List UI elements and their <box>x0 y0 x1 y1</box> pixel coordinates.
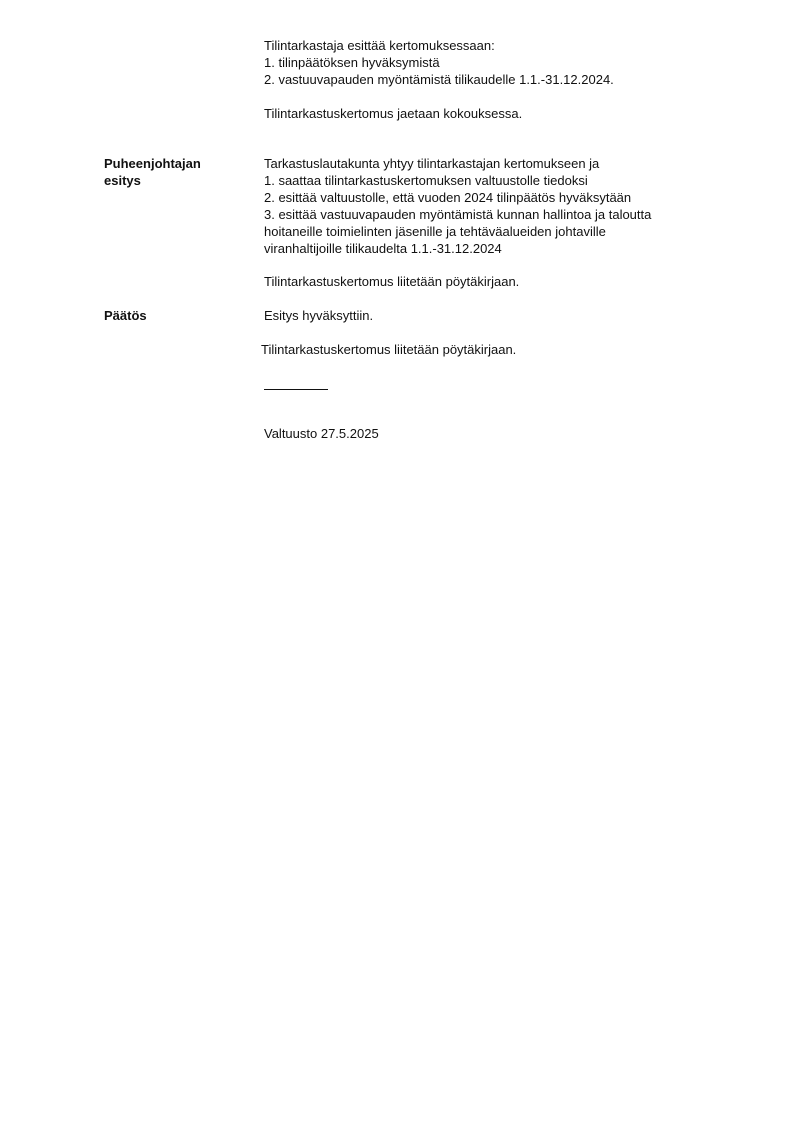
intro-item-1: 1. tilinpäätöksen hyväksymistä <box>264 55 440 70</box>
proposal-line-5: hoitaneille toimielinten jäsenille ja tehtäväalueiden johtaville <box>264 224 606 239</box>
intro-item-2: 2. vastuuvapauden myöntämistä tilikaudelle 1.1.-31.12.2024. <box>264 72 614 87</box>
intro-heading: Tilintarkastaja esittää kertomuksessaan: <box>264 38 495 53</box>
proposal-label-line1: Puheenjohtajan <box>104 156 201 171</box>
next-body-reference: Valtuusto 27.5.2025 <box>264 426 379 441</box>
decision-label: Päätös <box>104 308 147 323</box>
proposal-line-6: viranhaltijoille tilikaudelta 1.1.-31.12.2024 <box>264 241 502 256</box>
decision-note: Tilintarkastuskertomus liitetään pöytäkirjaan. <box>261 342 517 357</box>
proposal-line-3: 2. esittää valtuustolle, että vuoden 2024 tilinpäätös hyväksytään <box>264 190 632 205</box>
proposal-line-2: 1. saattaa tilintarkastuskertomuksen valtuustolle tiedoksi <box>264 173 588 188</box>
intro-note: Tilintarkastuskertomus jaetaan kokouksessa. <box>264 106 523 121</box>
proposal-note: Tilintarkastuskertomus liitetään pöytäkirjaan. <box>264 274 520 289</box>
proposal-label-line2: esitys <box>104 173 141 188</box>
proposal-line-4: 3. esittää vastuuvapauden myöntämistä kunnan hallintoa ja taloutta <box>264 207 652 222</box>
proposal-line-1: Tarkastuslautakunta yhtyy tilintarkastajan kertomukseen ja <box>264 156 600 171</box>
decision-text: Esitys hyväksyttiin. <box>264 308 374 323</box>
separator-line <box>264 389 328 390</box>
